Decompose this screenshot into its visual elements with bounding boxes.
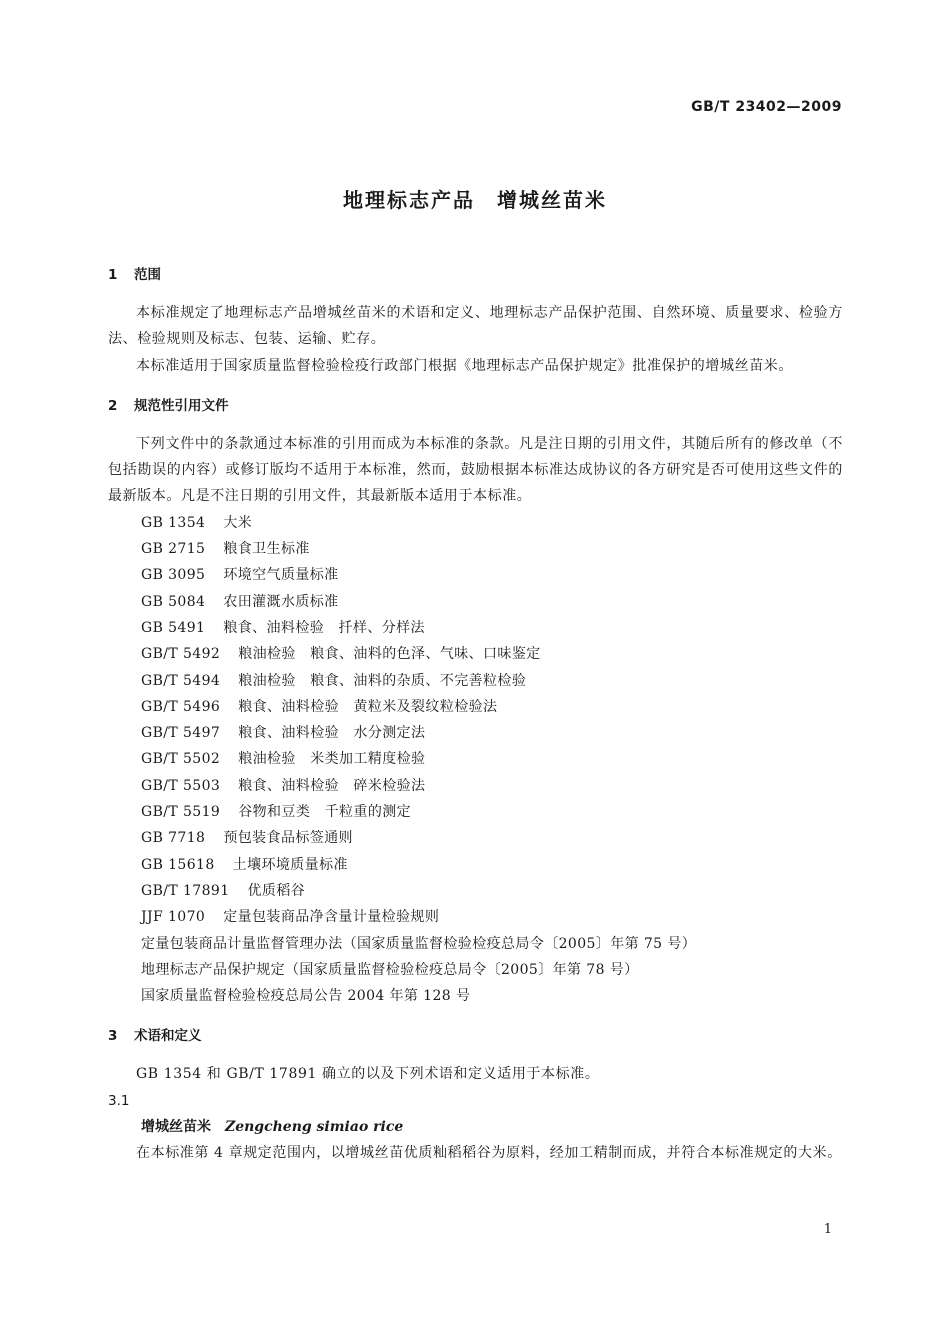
reference-item (108, 589, 843, 615)
document-body (108, 262, 843, 1166)
term-english: Zengcheng simiao rice (225, 1118, 404, 1135)
term-entry (108, 1114, 843, 1140)
reference-item (108, 536, 843, 562)
reference-title: 粮油检验 粮食、油料的色泽、气味、口味鉴定 (238, 646, 541, 663)
reference-item: 地理标志产品保护规定（国家质量监督检验检疫总局令〔2005〕年第 78 号） (141, 961, 639, 978)
reference-item (108, 615, 843, 641)
reference-title: 粮食、油料检验 扦样、分样法 (223, 619, 425, 636)
reference-title: 粮食、油料检验 黄粒米及裂纹粒检验法 (238, 698, 498, 715)
page-number: 1 (823, 1222, 832, 1237)
section-number: 3 (108, 1028, 118, 1045)
section-heading-normative-references (108, 393, 843, 419)
reference-title: 粮油检验 米类加工精度检验 (238, 751, 426, 768)
section-number: 2 (108, 397, 118, 414)
section-title: 术语和定义 (134, 1028, 202, 1045)
reference-item (108, 852, 843, 878)
paragraph: 下列文件中的条款通过本标准的引用而成为本标准的条款。凡是注日期的引用文件，其随后所有的修改单（不包括勘误的内容）或修订版均不适用于本标准，然而，鼓励根据本标准达成协议的各方研究是否可使用这些文件的最新版本。凡是不注日期的引用文件，其最新版本适用于本标准。 (108, 435, 843, 505)
reference-code: GB 15618 (141, 856, 215, 873)
reference-item (108, 773, 843, 799)
reference-title: 定量包装商品净含量计量检验规则 (223, 909, 440, 926)
term-chinese: 增城丝苗米 (141, 1118, 211, 1135)
reference-item (108, 668, 843, 694)
reference-code: GB/T 5519 (141, 804, 221, 821)
section-number: 1 (108, 267, 118, 283)
reference-title: 粮食、油料检验 水分测定法 (238, 725, 426, 742)
reference-title: 农田灌溉水质标准 (223, 593, 339, 610)
reference-item (108, 746, 843, 772)
reference-code: GB/T 5497 (141, 725, 221, 742)
reference-code: GB 5084 (141, 593, 206, 610)
reference-title: 预包装食品标签通则 (223, 830, 353, 847)
reference-title: 谷物和豆类 千粒重的测定 (238, 804, 412, 821)
reference-item (108, 720, 843, 746)
paragraph: 本标准适用于国家质量监督检验检疫行政部门根据《地理标志产品保护规定》批准保护的增城丝苗米。 (136, 357, 793, 374)
reference-title: 粮食卫生标准 (223, 541, 310, 558)
reference-code: GB 2715 (141, 541, 206, 558)
document-title: 地理标志产品 增城丝苗米 (343, 188, 607, 212)
reference-item (108, 641, 843, 667)
reference-code: GB/T 17891 (141, 882, 230, 899)
reference-item (108, 510, 843, 536)
section-title: 范围 (134, 267, 161, 283)
reference-item (108, 694, 843, 720)
reference-list (108, 510, 843, 931)
paragraph: GB 1354 和 GB/T 17891 确立的以及下列术语和定义适用于本标准。 (136, 1066, 600, 1083)
clause-number: 3.1 (108, 1092, 130, 1109)
reference-item (108, 562, 843, 588)
reference-item (108, 878, 843, 904)
reference-item (108, 799, 843, 825)
reference-item (108, 904, 843, 930)
reference-title: 土壤环境质量标准 (232, 856, 348, 873)
reference-code: GB 3095 (141, 567, 206, 584)
reference-item: 定量包装商品计量监督管理办法（国家质量监督检验检疫总局令〔2005〕年第 75 号） (141, 935, 697, 952)
reference-code: GB 5491 (141, 619, 206, 636)
reference-code: JJF 1070 (141, 909, 206, 926)
reference-item: 国家质量监督检验检疫总局公告 2004 年第 128 号 (141, 988, 471, 1005)
reference-title: 优质稻谷 (247, 882, 306, 899)
reference-code: GB/T 5502 (141, 751, 221, 768)
reference-code: GB 7718 (141, 830, 206, 847)
reference-code: GB/T 5496 (141, 698, 221, 715)
reference-title: 粮油检验 粮食、油料的杂质、不完善粒检验 (238, 672, 527, 689)
standard-code: GB/T 23402—2009 (691, 99, 842, 115)
reference-code: GB 1354 (141, 514, 206, 531)
term-definition: 在本标准第 4 章规定范围内，以增城丝苗优质籼稻稻谷为原料，经加工精制而成，并符合本标准规定的大米。 (136, 1144, 842, 1161)
reference-title: 粮食、油料检验 碎米检验法 (238, 777, 426, 794)
section-heading-terms (108, 1023, 843, 1049)
reference-title: 环境空气质量标准 (223, 567, 339, 584)
reference-code: GB/T 5494 (141, 672, 221, 689)
reference-code: GB/T 5492 (141, 646, 221, 663)
section-title: 规范性引用文件 (134, 397, 229, 414)
paragraph: 本标准规定了地理标志产品增城丝苗米的术语和定义、地理标志产品保护范围、自然环境、质量要求、检验方法、检验规则及标志、包装、运输、贮存。 (108, 305, 843, 348)
section-heading-scope (108, 262, 843, 288)
reference-item (108, 825, 843, 851)
reference-title: 大米 (223, 514, 253, 531)
reference-code: GB/T 5503 (141, 777, 221, 794)
